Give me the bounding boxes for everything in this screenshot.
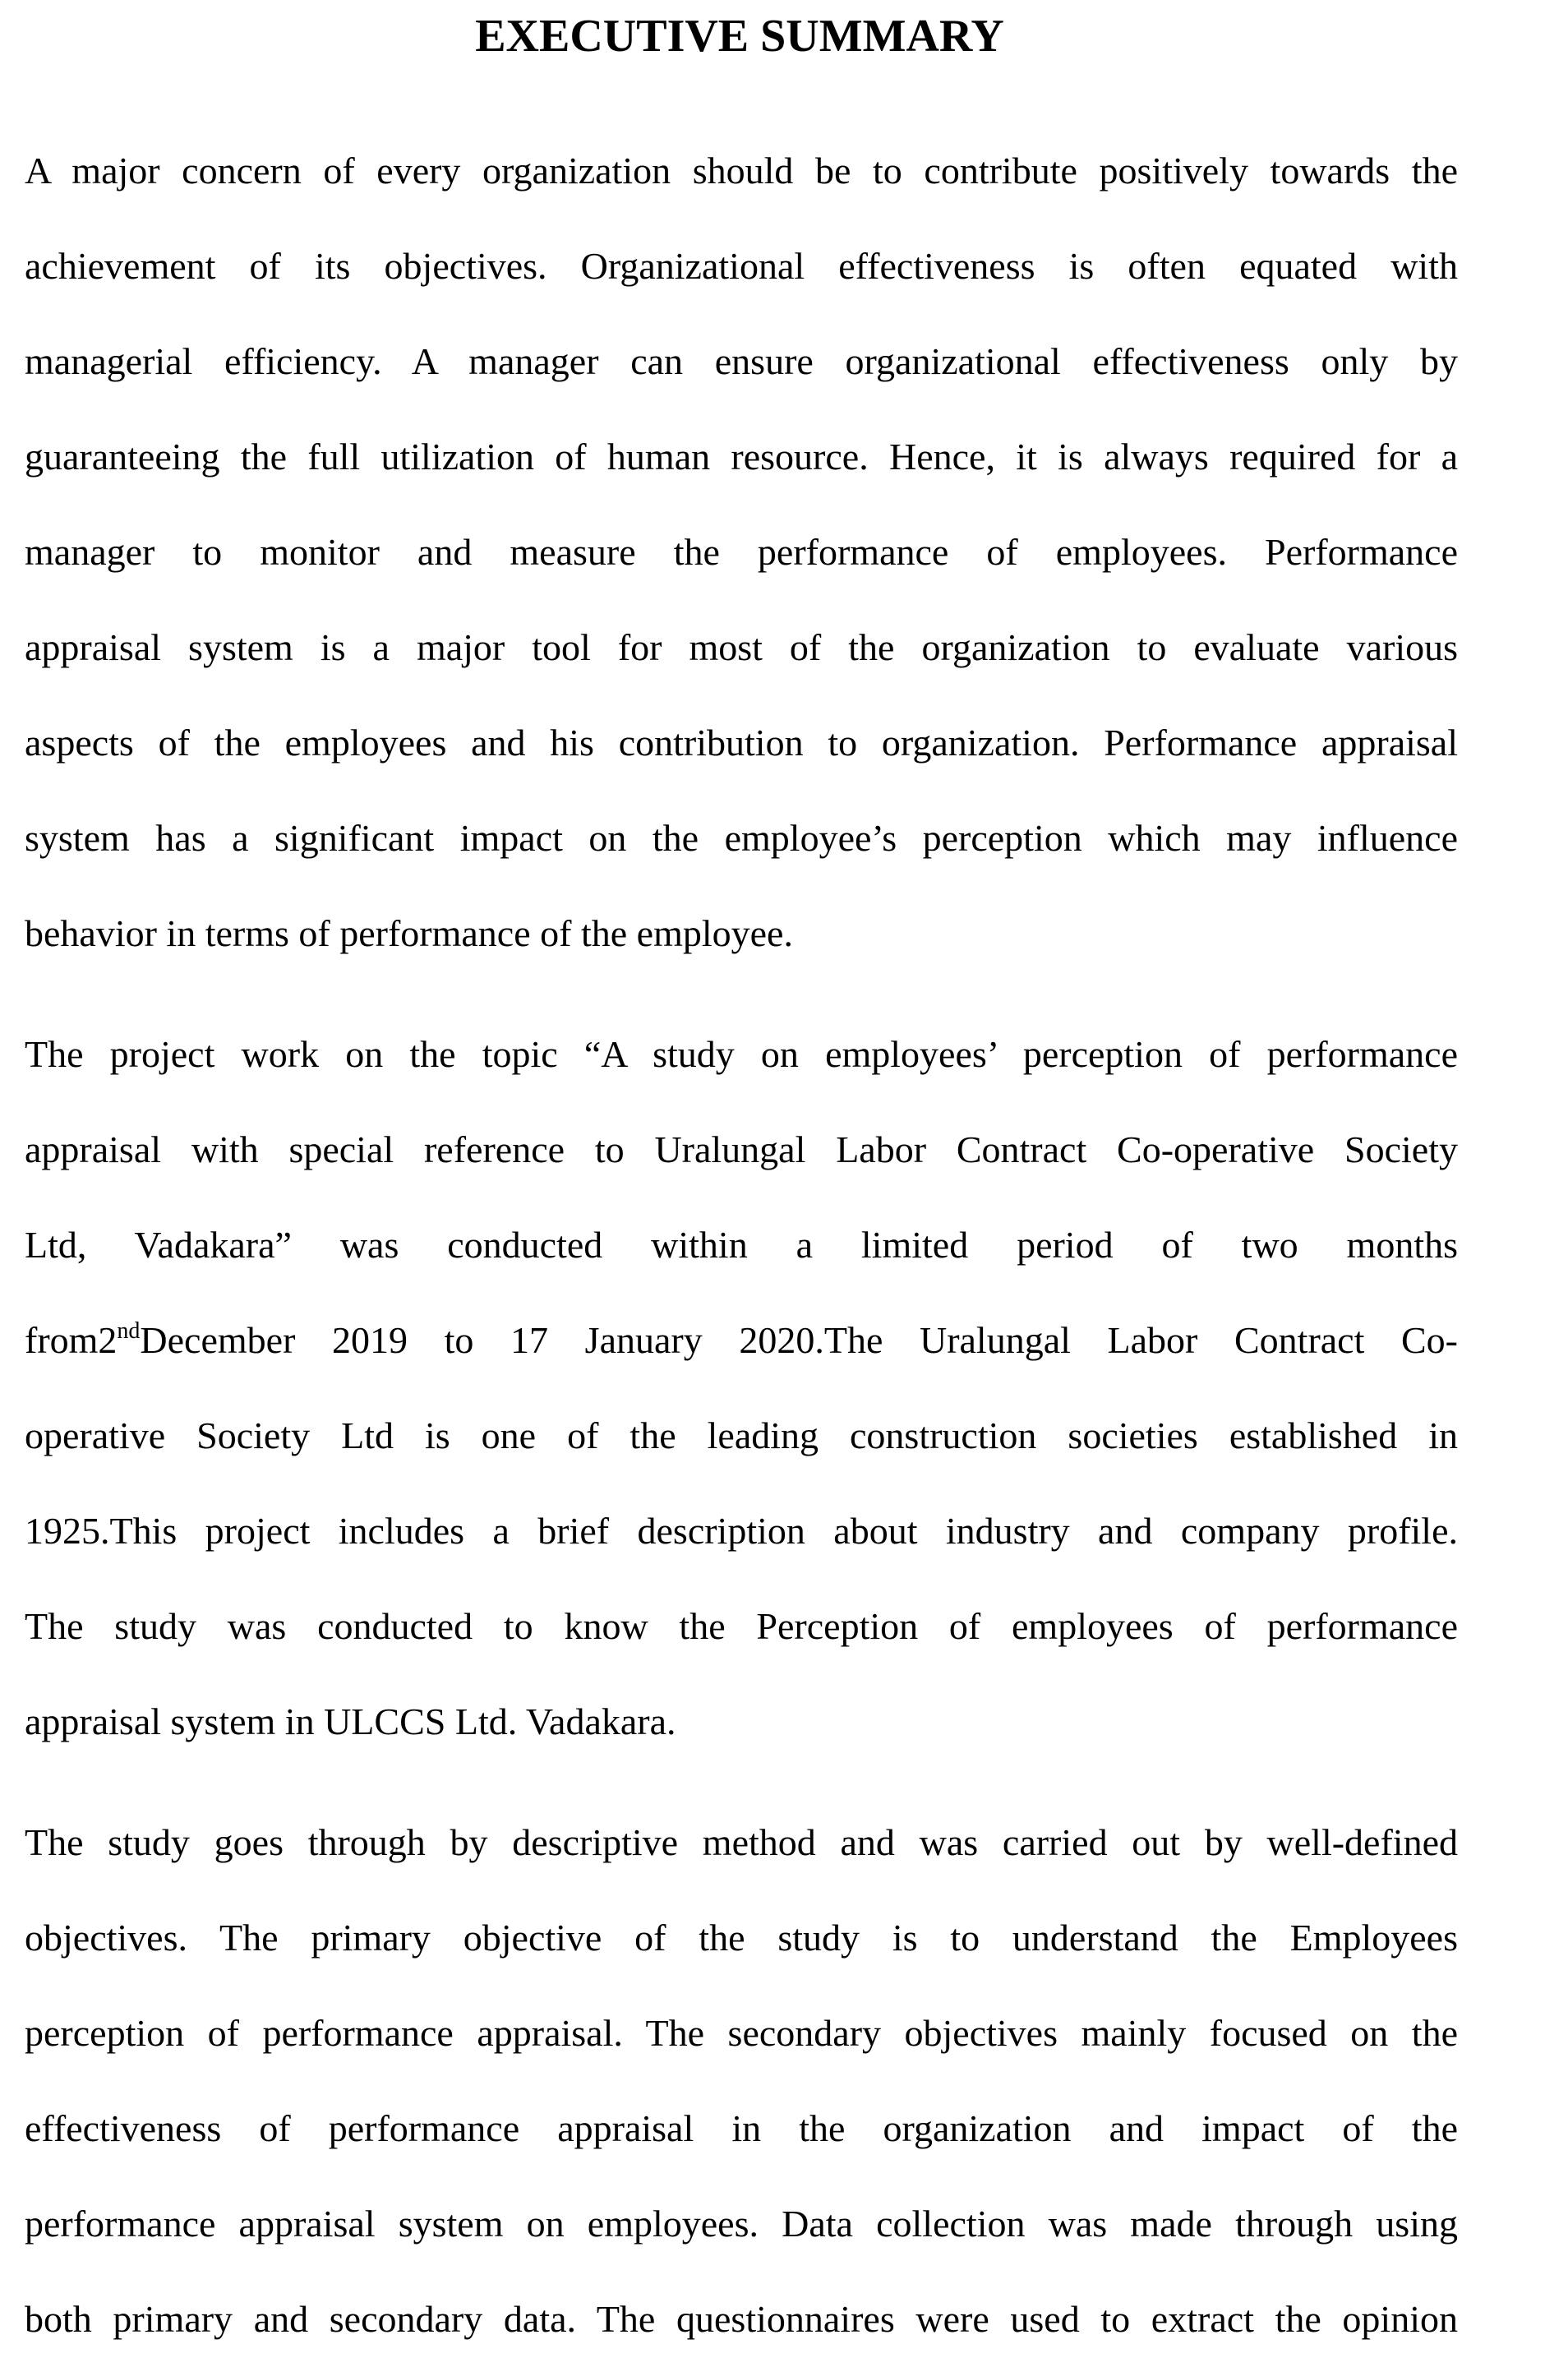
paragraph-line: effectiveness of performance appraisal in the organization and impact of the <box>25 2107 1458 2149</box>
date-prefix: from2 <box>25 1319 118 1361</box>
paragraph-line: perception of performance appraisal. The secondary objectives mainly focused on the <box>25 2012 1458 2054</box>
paragraph-line: appraisal system is a major tool for most of the organization to evaluate various <box>25 626 1458 668</box>
paragraph-line: performance appraisal system on employees. Data collection was made through using <box>25 2203 1458 2245</box>
date-suffix: December 2019 to 17 January 2020.The Uralungal Labor Contract Co- <box>140 1319 1458 1361</box>
paragraph-line: guaranteeing the full utilization of human resource. Hence, it is always required for a <box>25 436 1458 478</box>
paragraph-line: The study was conducted to know the Perception of employees of performance <box>25 1605 1458 1647</box>
paragraph-line: appraisal with special reference to Uralungal Labor Contract Co-operative Society <box>25 1128 1458 1170</box>
paragraph-line: The study goes through by descriptive method and was carried out by well-defined <box>25 1821 1458 1863</box>
paragraph-line: objectives. The primary objective of the study is to understand the Employees <box>25 1917 1458 1959</box>
paragraph-1 <box>25 123 1458 981</box>
paragraph-line: A major concern of every organization should be to contribute positively towards the <box>25 150 1458 191</box>
paragraph-line: aspects of the employees and his contribution to organization. Performance appraisal <box>25 722 1458 764</box>
paragraph-line: Ltd, Vadakara” was conducted within a limited period of two months <box>25 1224 1458 1266</box>
paragraph-line: behavior in terms of performance of the employee. <box>25 912 793 954</box>
paragraph-line: both primary and secondary data. The questionnaires were used to extract the opinion <box>25 2298 1458 2340</box>
paragraph-line: The project work on the topic “A study on employees’ perception of performance <box>25 1033 1458 1075</box>
paragraph-line: achievement of its objectives. Organizational effectiveness is often equated with <box>25 245 1458 287</box>
page-title: EXECUTIVE SUMMARY <box>475 11 1004 62</box>
paragraph-date-line <box>25 1293 1458 1388</box>
paragraph-line: manager to monitor and measure the performance of employees. Performance <box>25 531 1458 573</box>
paragraph-line: operative Society Ltd is one of the leading construction societies established in <box>25 1414 1458 1456</box>
paragraph-line: 1925.This project includes a brief description about industry and company profile. <box>25 1510 1458 1552</box>
ordinal-superscript: nd <box>117 1318 141 1344</box>
paragraph-3 <box>25 1795 1458 2367</box>
paragraph-line: appraisal system in ULCCS Ltd. Vadakara. <box>25 1700 676 1742</box>
paragraph-line: system has a significant impact on the employee’s perception which may influence <box>25 817 1458 859</box>
paragraph-line: managerial efficiency. A manager can ensure organizational effectiveness only by <box>25 340 1458 382</box>
paragraph-2 <box>25 1007 1458 1769</box>
